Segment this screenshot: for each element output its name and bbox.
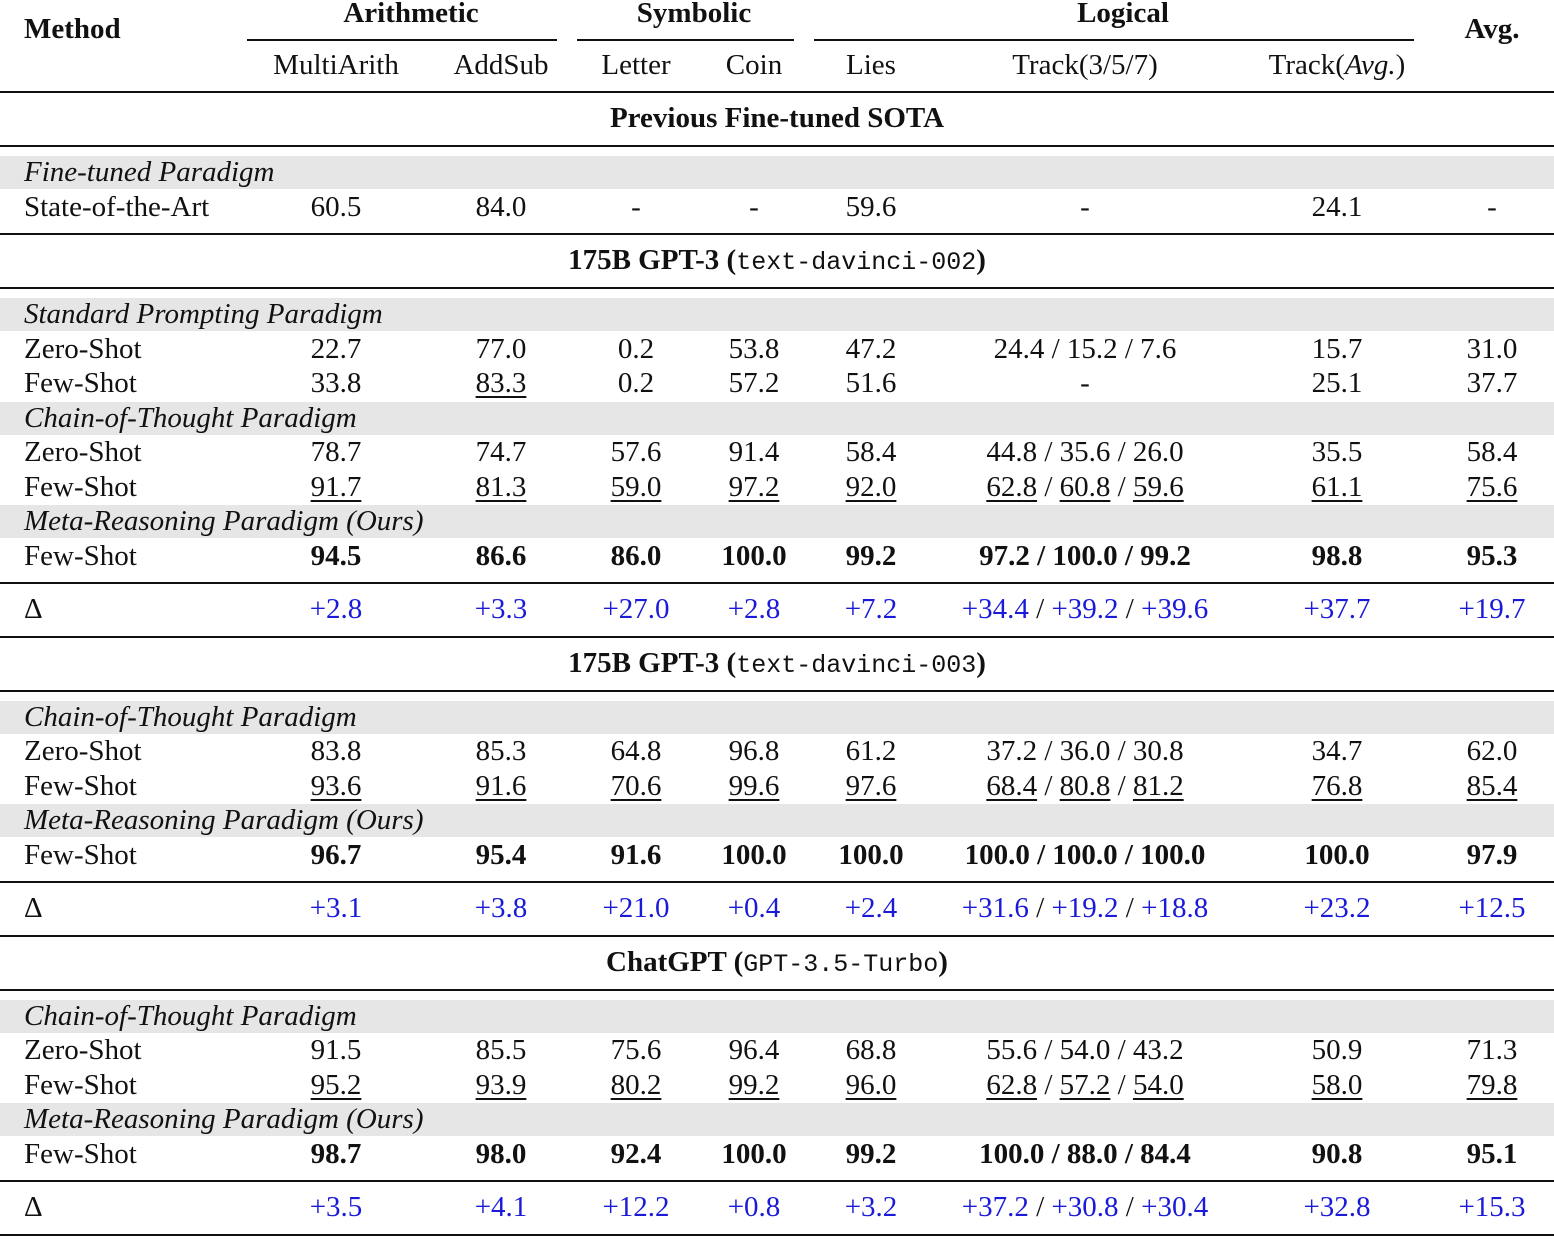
table-cell: 100.0	[838, 839, 904, 871]
table-cell: 24.1	[1311, 191, 1363, 223]
table-cell: +2.4	[844, 892, 898, 924]
table-cell: 74.7	[475, 436, 527, 468]
table-cell: 68.8	[845, 1034, 897, 1066]
table-cell: 37.7	[1466, 367, 1518, 399]
row-method: Zero-Shot	[24, 333, 142, 365]
track-cell	[962, 891, 1208, 925]
section-title-chatgpt	[0, 945, 1554, 979]
row-method: Few-Shot	[24, 839, 137, 871]
track-value: 62.8	[986, 1069, 1038, 1101]
track-separator: /	[1037, 1069, 1060, 1101]
table-cell: 100.0	[721, 1138, 787, 1170]
table-cell: 85.5	[475, 1034, 527, 1066]
delta-label: Δ	[24, 892, 43, 924]
rule-line	[0, 91, 1554, 93]
table-cell: 98.7	[310, 1138, 362, 1170]
table-cell: +7.2	[844, 593, 898, 625]
table-cell: 100.0	[1304, 839, 1370, 871]
col-coin: Coin	[725, 49, 783, 81]
row-method: Few-Shot	[24, 1138, 137, 1170]
table-cell: +27.0	[602, 593, 670, 625]
table-cell: 100.0 / 100.0 / 100.0	[964, 839, 1206, 871]
table-cell: -	[1487, 191, 1497, 223]
table-cell: 99.2	[728, 1069, 780, 1101]
track-value: +37.2	[961, 1191, 1029, 1223]
table-cell: 47.2	[845, 333, 897, 365]
section-title-suffix: )	[976, 647, 986, 679]
track-separator: /	[1118, 1191, 1142, 1223]
section-title-davinci-003	[0, 646, 1554, 680]
paradigm-label: Fine-tuned Paradigm	[24, 156, 275, 188]
track-value: 62.8	[986, 471, 1038, 503]
paradigm-label: Chain-of-Thought Paradigm	[24, 701, 357, 733]
group-underline	[577, 39, 794, 41]
table-cell: +23.2	[1303, 892, 1371, 924]
rule-line	[0, 636, 1554, 638]
table-cell: 83.3	[475, 367, 527, 399]
rule-line	[0, 989, 1554, 991]
table-cell: 91.7	[310, 471, 362, 503]
section-title-sota: Previous Fine-tuned SOTA	[609, 102, 945, 134]
group-underline	[814, 39, 1414, 41]
paradigm-label: Chain-of-Thought Paradigm	[24, 1000, 357, 1032]
table-cell: 95.1	[1466, 1138, 1518, 1170]
delta-label: Δ	[24, 1191, 43, 1223]
group-arithmetic: Arithmetic	[343, 0, 479, 29]
table-cell: 81.3	[475, 471, 527, 503]
delta-label: Δ	[24, 593, 43, 625]
row-method: Zero-Shot	[24, 1034, 142, 1066]
model-code: text-davinci-003	[736, 651, 977, 680]
model-code: text-davinci-002	[736, 248, 977, 277]
table-cell: +0.8	[727, 1191, 781, 1223]
table-cell: 93.6	[310, 770, 362, 802]
track-value: +31.6	[961, 892, 1029, 924]
table-cell: +15.3	[1458, 1191, 1526, 1223]
table-cell: +3.5	[309, 1191, 363, 1223]
row-method: Few-Shot	[24, 367, 137, 399]
table-cell: 58.4	[845, 436, 897, 468]
track-value: +34.4	[961, 593, 1029, 625]
section-title-davinci-002	[0, 243, 1554, 277]
track-separator: /	[1110, 770, 1133, 802]
table-cell: 62.0	[1466, 735, 1518, 767]
table-cell: 90.8	[1311, 1138, 1363, 1170]
table-cell: 95.3	[1466, 540, 1518, 572]
row-method: Few-Shot	[24, 1069, 137, 1101]
paradigm-label: Chain-of-Thought Paradigm	[24, 402, 357, 434]
track-value: 68.4	[986, 770, 1038, 802]
section-title-suffix: )	[938, 946, 948, 978]
row-method: Few-Shot	[24, 540, 137, 572]
col-track: Track(3/5/7)	[1012, 49, 1158, 81]
track-separator: /	[1028, 593, 1052, 625]
col-multiarith: MultiArith	[273, 49, 399, 81]
table-cell: 84.0	[475, 191, 527, 223]
table-cell: 53.8	[728, 333, 780, 365]
track-separator: /	[1028, 892, 1052, 924]
table-cell: 35.5	[1311, 436, 1363, 468]
table-cell: 78.7	[310, 436, 362, 468]
group-underline	[247, 39, 557, 41]
table-cell: 99.6	[728, 770, 780, 802]
table-cell: 57.6	[610, 436, 662, 468]
row-method: Zero-Shot	[24, 735, 142, 767]
table-cell: 97.2 / 100.0 / 99.2	[979, 540, 1191, 572]
table-cell: 33.8	[310, 367, 362, 399]
avg-header: Avg.	[1464, 13, 1520, 45]
table-cell: -	[631, 191, 641, 223]
track-value: 80.8	[1059, 770, 1111, 802]
group-symbolic: Symbolic	[636, 0, 752, 29]
table-cell: 77.0	[475, 333, 527, 365]
table-cell: 75.6	[610, 1034, 662, 1066]
table-cell: 0.2	[617, 333, 655, 365]
table-cell: +3.2	[844, 1191, 898, 1223]
table-cell: 86.6	[475, 540, 527, 572]
table-cell: 51.6	[845, 367, 897, 399]
section-title-suffix: )	[976, 244, 986, 276]
track-separator: /	[1110, 1069, 1133, 1101]
track-separator: /	[1110, 471, 1133, 503]
track-separator: /	[1028, 1191, 1052, 1223]
table-cell: 59.0	[610, 471, 662, 503]
table-cell: 15.7	[1311, 333, 1363, 365]
col-track-avg-italic: Avg.	[1344, 49, 1396, 81]
paradigm-label: Standard Prompting Paradigm	[24, 298, 383, 330]
table-cell: 0.2	[617, 367, 655, 399]
group-logical: Logical	[1077, 0, 1169, 29]
table-cell: 97.6	[845, 770, 897, 802]
table-cell: 76.8	[1311, 770, 1363, 802]
table-cell: 37.2 / 36.0 / 30.8	[986, 735, 1184, 767]
track-cell	[962, 592, 1208, 626]
table-cell: 92.0	[845, 471, 897, 503]
table-cell: 25.1	[1311, 367, 1363, 399]
track-separator: /	[1118, 593, 1142, 625]
table-cell: 97.9	[1466, 839, 1518, 871]
rule-line	[0, 145, 1554, 147]
table-cell: +3.1	[309, 892, 363, 924]
table-cell: 71.3	[1466, 1034, 1518, 1066]
table-cell: 70.6	[610, 770, 662, 802]
table-cell: +32.8	[1303, 1191, 1371, 1223]
rule-line	[0, 1180, 1554, 1182]
rule-line	[0, 881, 1554, 883]
table-cell: 100.0	[721, 540, 787, 572]
table-cell: +0.4	[727, 892, 781, 924]
track-value: 54.0	[1132, 1069, 1184, 1101]
section-title-text: ChatGPT (	[606, 946, 744, 978]
table-cell: 34.7	[1311, 735, 1363, 767]
row-method: Zero-Shot	[24, 436, 142, 468]
table-cell: 64.8	[610, 735, 662, 767]
table-cell: 91.6	[610, 839, 662, 871]
paradigm-label: Meta-Reasoning Paradigm (Ours)	[24, 505, 424, 537]
table-cell: 59.6	[845, 191, 897, 223]
table-cell: +12.5	[1458, 892, 1526, 924]
table-cell: 96.8	[728, 735, 780, 767]
table-cell: 61.1	[1311, 471, 1363, 503]
table-cell: +3.3	[474, 593, 528, 625]
row-method: Few-Shot	[24, 471, 137, 503]
col-track-avg-suffix: )	[1395, 49, 1406, 81]
track-value: 60.8	[1059, 471, 1111, 503]
rule-line	[0, 582, 1554, 584]
paradigm-label: Meta-Reasoning Paradigm (Ours)	[24, 1103, 424, 1135]
track-value: +39.6	[1141, 593, 1209, 625]
track-separator: /	[1118, 892, 1142, 924]
track-value: 59.6	[1132, 471, 1184, 503]
table-cell: +2.8	[727, 593, 781, 625]
table-cell: 96.7	[310, 839, 362, 871]
track-value: +39.2	[1051, 593, 1119, 625]
section-title-text: 175B GPT-3 (	[568, 647, 737, 679]
table-cell: +4.1	[474, 1191, 528, 1223]
table-cell: 99.2	[845, 540, 897, 572]
table-cell: 57.2	[728, 367, 780, 399]
track-cell	[986, 470, 1183, 504]
table-cell: 95.2	[310, 1069, 362, 1101]
table-cell: -	[749, 191, 759, 223]
rule-line	[0, 690, 1554, 692]
table-cell: +12.2	[602, 1191, 670, 1223]
table-cell: 100.0	[721, 839, 787, 871]
table-cell: 93.9	[475, 1069, 527, 1101]
table-cell: 95.4	[475, 839, 527, 871]
rule-line	[0, 1234, 1554, 1236]
col-lies: Lies	[846, 49, 896, 81]
track-cell	[986, 1068, 1183, 1102]
track-cell	[962, 1190, 1208, 1224]
track-value: +19.2	[1051, 892, 1119, 924]
rule-line	[0, 287, 1554, 289]
table-cell: 61.2	[845, 735, 897, 767]
table-cell: -	[1080, 367, 1090, 399]
track-value: 81.2	[1132, 770, 1184, 802]
table-cell: -	[1080, 191, 1090, 223]
table-cell: 58.0	[1311, 1069, 1363, 1101]
table-cell: 44.8 / 35.6 / 26.0	[986, 436, 1184, 468]
paradigm-label: Meta-Reasoning Paradigm (Ours)	[24, 804, 424, 836]
table-cell: 85.4	[1466, 770, 1518, 802]
table-cell: 91.6	[475, 770, 527, 802]
table-cell: 97.2	[728, 471, 780, 503]
row-method: Few-Shot	[24, 770, 137, 802]
table-cell: 31.0	[1466, 333, 1518, 365]
track-value: 57.2	[1059, 1069, 1111, 1101]
table-cell: 79.8	[1466, 1069, 1518, 1101]
table-cell: +2.8	[309, 593, 363, 625]
table-cell: 96.4	[728, 1034, 780, 1066]
table-cell: +21.0	[602, 892, 670, 924]
track-separator: /	[1037, 471, 1060, 503]
col-letter: Letter	[601, 49, 671, 81]
table-cell: +37.7	[1303, 593, 1371, 625]
section-title-text: 175B GPT-3 (	[568, 244, 737, 276]
model-code: GPT-3.5-Turbo	[743, 950, 939, 979]
table-cell: 60.5	[310, 191, 362, 223]
table-cell: 98.0	[475, 1138, 527, 1170]
table-cell: 86.0	[610, 540, 662, 572]
table-cell: 91.5	[310, 1034, 362, 1066]
track-value: +30.4	[1141, 1191, 1209, 1223]
col-track-avg	[1269, 48, 1406, 82]
table-cell: 100.0 / 88.0 / 84.4	[979, 1138, 1191, 1170]
method-header: Method	[24, 13, 121, 45]
table-cell: 99.2	[845, 1138, 897, 1170]
col-track-avg-prefix: Track(	[1268, 49, 1345, 81]
table-cell: 24.4 / 15.2 / 7.6	[993, 333, 1177, 365]
table-cell: 75.6	[1466, 471, 1518, 503]
table-cell: 98.8	[1311, 540, 1363, 572]
row-method: State-of-the-Art	[24, 191, 210, 223]
track-cell	[986, 769, 1183, 803]
rule-line	[0, 935, 1554, 937]
rule-line	[0, 233, 1554, 235]
table-cell: 55.6 / 54.0 / 43.2	[986, 1034, 1184, 1066]
table-cell: 50.9	[1311, 1034, 1363, 1066]
table-cell: +19.7	[1458, 593, 1526, 625]
table-cell: +3.8	[474, 892, 528, 924]
table-cell: 80.2	[610, 1069, 662, 1101]
track-value: +30.8	[1051, 1191, 1119, 1223]
table-cell: 96.0	[845, 1069, 897, 1101]
table-cell: 22.7	[310, 333, 362, 365]
track-value: +18.8	[1141, 892, 1209, 924]
table-cell: 91.4	[728, 436, 780, 468]
track-separator: /	[1037, 770, 1060, 802]
table-cell: 83.8	[310, 735, 362, 767]
table-cell: 92.4	[610, 1138, 662, 1170]
table-cell: 58.4	[1466, 436, 1518, 468]
table-cell: 85.3	[475, 735, 527, 767]
table-cell: 94.5	[310, 540, 362, 572]
col-addsub: AddSub	[453, 49, 549, 81]
